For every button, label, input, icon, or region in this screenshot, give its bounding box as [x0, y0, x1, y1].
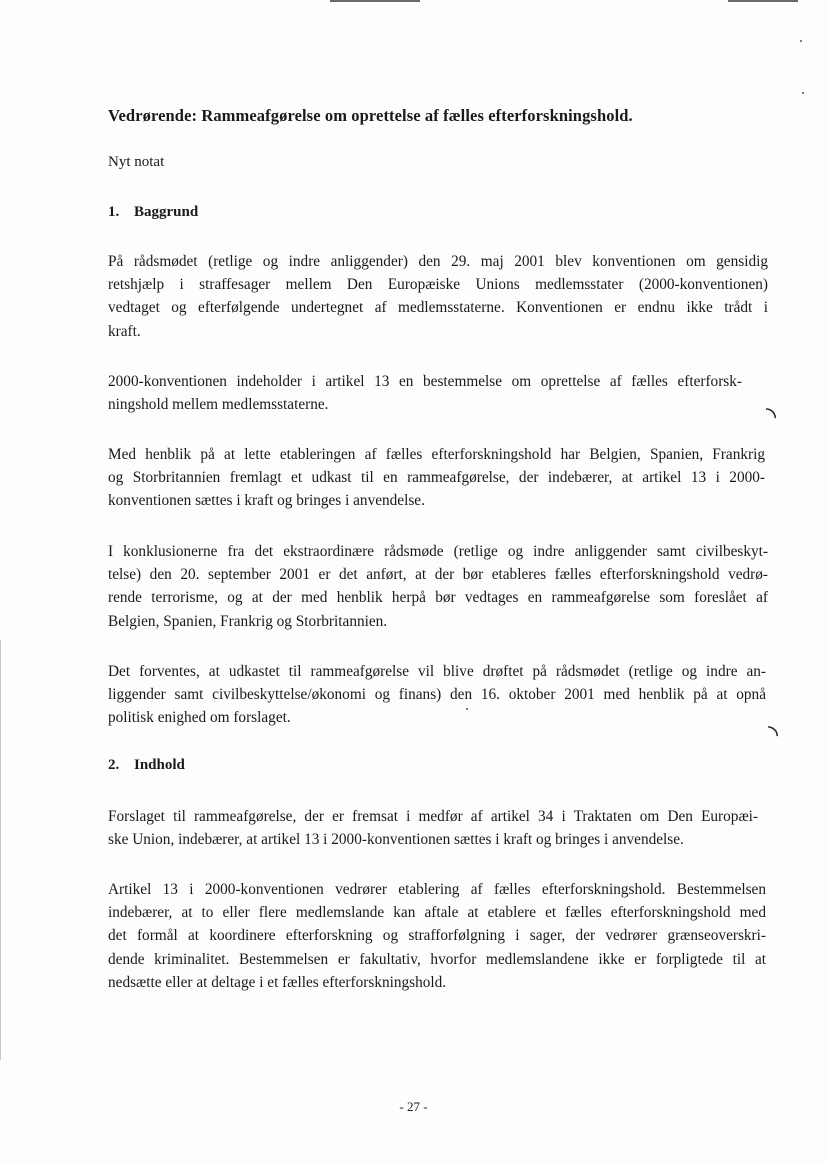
text-line: dende kriminalitet. Bestemmelsen er fakultativ, hvorfor medlemslandene ikke er forpligtede til at [108, 950, 766, 968]
scan-speck [802, 92, 804, 94]
section-number: 1. [108, 204, 120, 220]
text-line: På rådsmødet (retlige og indre anliggender) den 29. maj 2001 blev konventionen om gensidig [108, 253, 768, 270]
text-line: Med henblik på at lette etableringen af fælles efterforskningshold har Belgien, Spanien, Frankrig [108, 446, 765, 463]
text-line: ningshold mellem medlemsstaterne. [108, 396, 329, 414]
text-line: liggender samt civilbeskyttelse/økonomi og finans) den 16. oktober 2001 med henblik på at opnå [108, 686, 766, 704]
text-line: I konklusionerne fra det ekstraordinære rådsmøde (retlige og indre anliggender samt civilbeskyt- [108, 543, 768, 560]
section-heading-baggrund [108, 204, 198, 221]
text-line: og Storbritannien fremlagt et udkast til en rammeafgørelse, der indebærer, at artikel 13 i 2000- [108, 469, 765, 487]
text-line: Forslaget til rammeafgørelse, der er fremsat i medfør af artikel 34 i Traktaten om Den Europæi- [108, 808, 758, 825]
text-line: Belgien, Spanien, Frankrig og Storbritannien. [108, 612, 388, 630]
document-title: Vedrørende: Rammeafgørelse om oprettelse af fælles efterforskningshold. [108, 106, 633, 125]
text-line: Det forventes, at udkastet til rammeafgørelse vil blive drøftet på rådsmødet (retlige og indre an- [108, 663, 766, 680]
section-number: 2. [108, 757, 120, 773]
text-line: vedtaget og efterfølgende undertegnet af medlemsstaterne. Konventionen er endnu ikke trådt i [108, 299, 768, 317]
text-line: nedsætte eller at deltage i et fælles efterforskningshold. [108, 973, 447, 991]
text-line: det formål at koordinere efterforskning og strafforfølgning i sager, der vedrører grænseoverskri- [108, 927, 766, 945]
text-line: 2000-konventionen indeholder i artikel 13 en bestemmelse om oprettelse af fælles efterforsk- [108, 373, 742, 390]
paragraph [108, 660, 766, 730]
text-line: konventionen sættes i kraft og bringes i anvendelse. [108, 492, 425, 510]
paragraph [108, 805, 758, 851]
text-line: Artikel 13 i 2000-konventionen vedrører etablering af fælles efterforskningshold. Bestemmelsen [108, 881, 766, 898]
scan-artifact-edge [0, 640, 1, 1060]
paragraph [108, 250, 768, 343]
section-title: Baggrund [134, 204, 199, 220]
text-line: indebærer, at to eller flere medlemslande kan aftale at etablere et fælles efterforskningshold med [108, 904, 766, 922]
scan-artifact-line [330, 0, 420, 2]
text-line: kraft. [108, 322, 141, 340]
punch-hole-mark: ◝ [768, 720, 779, 750]
text-line: telse) den 20. september 2001 er det anført, at der bør etableres fælles efterforskningshold vedrø- [108, 566, 768, 584]
paragraph [108, 540, 768, 633]
punch-hole-mark: ◝ [766, 402, 777, 432]
section-title: Indhold [134, 757, 185, 773]
scan-speck [800, 40, 802, 42]
paragraph [108, 443, 765, 513]
section-heading-indhold [108, 757, 185, 774]
document-subtitle: Nyt notat [108, 154, 165, 170]
text-line: rende terrorisme, og at der med henblik herpå bør vedtages en rammeafgørelse som foreslået af [108, 589, 768, 607]
text-line: ske Union, indebærer, at artikel 13 i 2000-konventionen sættes i kraft og bringes i anvendelse. [108, 831, 684, 849]
text-line: retshjælp i straffesager mellem Den Europæiske Unions medlemsstater (2000-konventionen) [108, 276, 768, 294]
paragraph [108, 370, 742, 416]
paragraph [108, 878, 766, 994]
page-number: - 27 - [399, 1099, 428, 1114]
text-line: politisk enighed om forslaget. [108, 709, 291, 727]
scan-artifact-line [728, 0, 798, 2]
